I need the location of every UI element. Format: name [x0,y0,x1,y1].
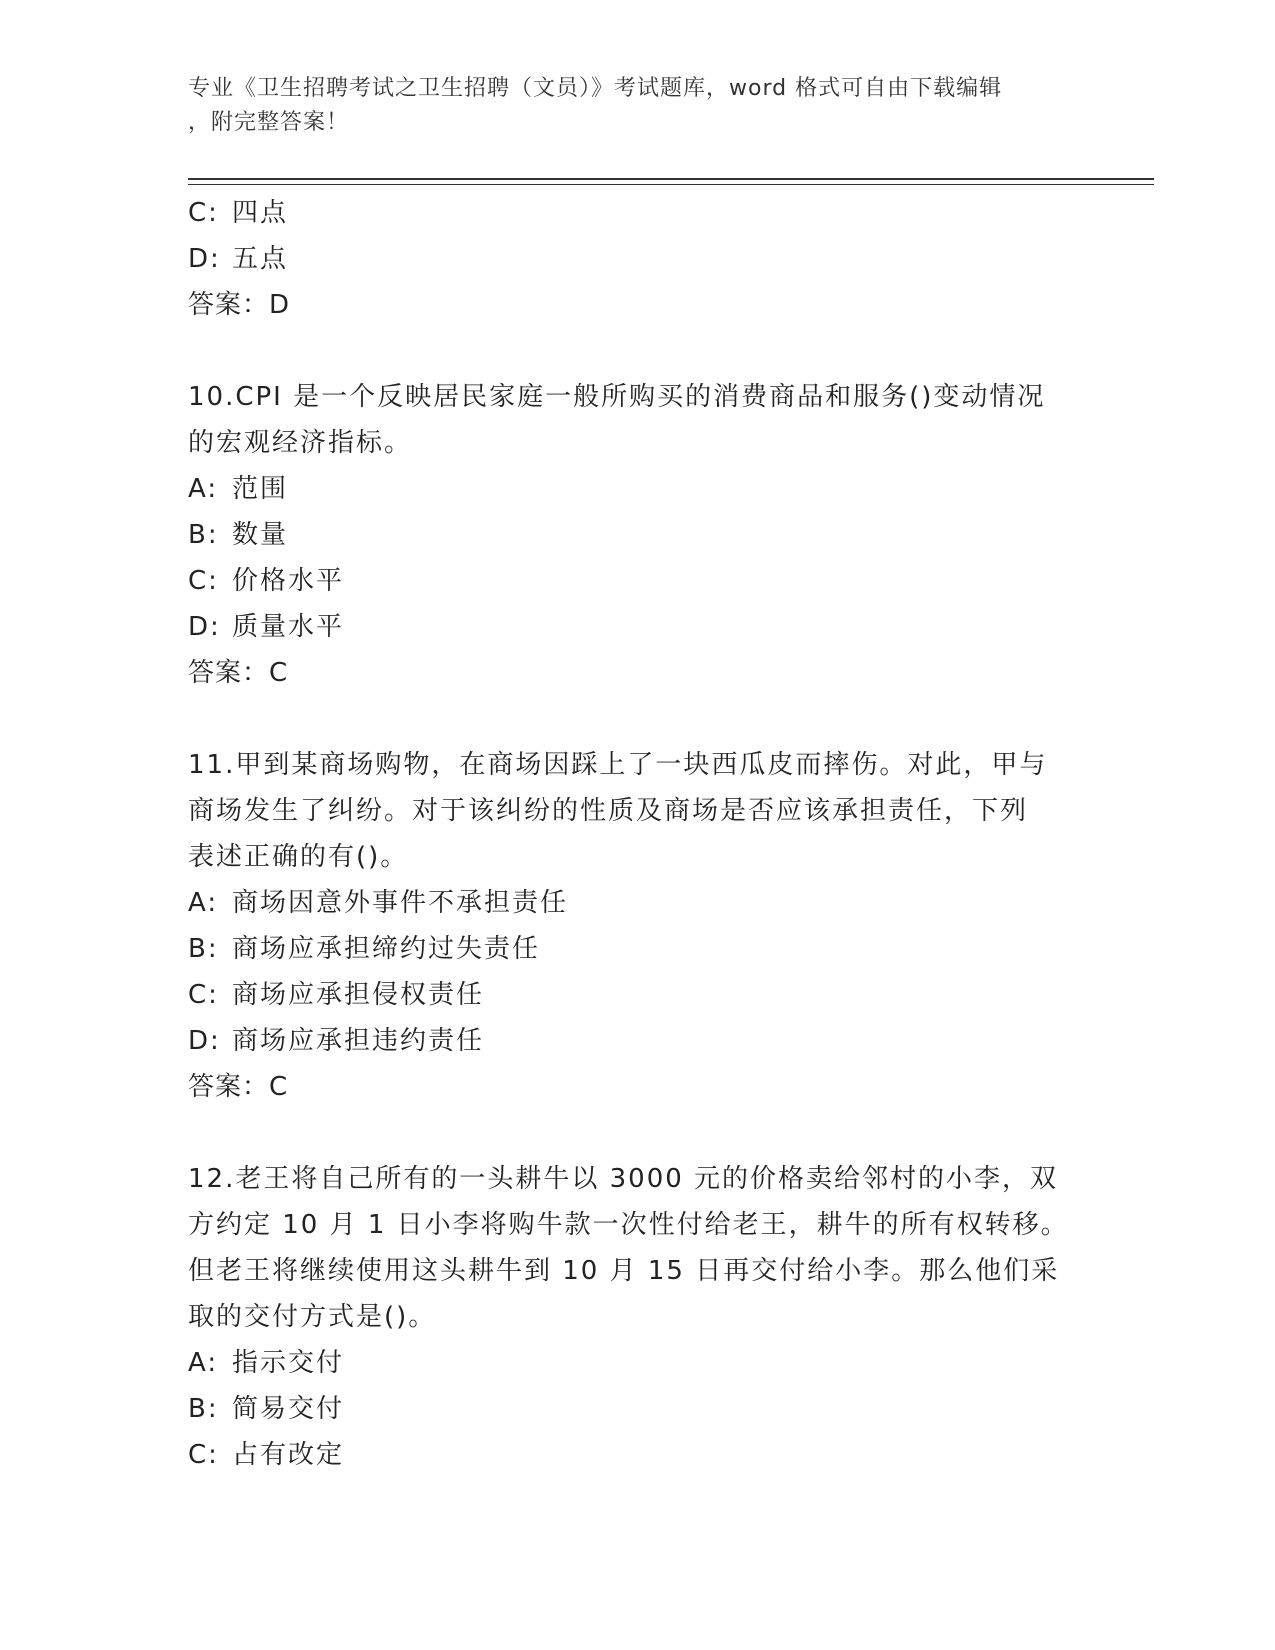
option-a [188,880,1088,926]
option-b [188,926,1088,972]
question-stem-line: 商场发生了纠纷。对于该纠纷的性质及商场是否应该承担责任，下列 [188,796,1029,826]
option-d [188,1018,1088,1064]
option-b [188,512,1088,558]
option-b [188,1386,1088,1432]
option-letter: A: [188,474,219,504]
question-stem-line: 但老王将继续使用这头耕牛到 10 月 15 日再交付给小李。那么他们采 [188,1256,1060,1286]
answer-line: 答案：C [188,658,289,688]
option-text: 价格水平 [232,566,345,596]
option-text: 占有改定 [232,1440,345,1470]
option-d [188,236,1088,282]
option-text: 简易交付 [232,1394,345,1424]
option-letter: B: [188,1394,219,1424]
page-header [188,72,1068,140]
option-text: 质量水平 [232,612,345,642]
answer-line: 答案：D [188,290,291,320]
option-letter: B: [188,520,219,550]
option-text: 四点 [232,198,289,228]
question-12 [188,1156,1088,1478]
option-c [188,558,1088,604]
option-text: 商场应承担侵权责任 [232,980,485,1010]
option-letter: C: [188,198,219,228]
header-divider-thin [188,184,1154,185]
option-letter: D: [188,1026,221,1056]
option-d [188,604,1088,650]
option-a [188,466,1088,512]
option-letter: D: [188,244,221,274]
header-line-2: ，附完整答案！ [188,110,350,135]
option-letter: A: [188,1348,219,1378]
question-list [188,190,1088,1478]
question-11 [188,742,1088,1110]
option-text: 五点 [232,244,289,274]
spacer [188,1110,1088,1156]
header-divider-thick [188,178,1154,180]
option-letter: C: [188,980,219,1010]
option-a [188,1340,1088,1386]
option-text: 商场应承担缔约过失责任 [232,934,541,964]
option-text: 商场应承担违约责任 [232,1026,485,1056]
option-text: 范围 [232,474,289,504]
question-stem-line: 方约定 10 月 1 日小李将购牛款一次性付给老王，耕牛的所有权转移。 [188,1210,1069,1240]
option-letter: C: [188,566,219,596]
question-9-tail [188,190,1088,328]
option-letter: D: [188,612,221,642]
option-c [188,1432,1088,1478]
option-letter: A: [188,888,219,918]
option-text: 指示交付 [232,1348,345,1378]
question-stem-line: 的宏观经济指标。 [188,428,413,458]
option-letter: C: [188,1440,219,1470]
option-letter: B: [188,934,219,964]
question-stem-line: 11.甲到某商场购物，在商场因踩上了一块西瓜皮而摔伤。对此，甲与 [188,750,1048,780]
option-c [188,190,1088,236]
header-line-1: 专业《卫生招聘考试之卫生招聘（文员）》考试题库，word 格式可自由下载编辑 [188,76,1003,101]
spacer [188,696,1088,742]
question-stem-line: 表述正确的有()。 [188,842,409,872]
answer-line: 答案：C [188,1072,289,1102]
option-text: 商场因意外事件不承担责任 [232,888,569,918]
question-stem-line: 取的交付方式是()。 [188,1302,437,1332]
option-text: 数量 [232,520,289,550]
option-c [188,972,1088,1018]
question-10 [188,374,1088,696]
spacer [188,328,1088,374]
question-stem-line: 12.老王将自己所有的一头耕牛以 3000 元的价格卖给邻村的小李，双 [188,1164,1059,1194]
question-stem-line: 10.CPI 是一个反映居民家庭一般所购买的消费商品和服务()变动情况 [188,382,1046,412]
